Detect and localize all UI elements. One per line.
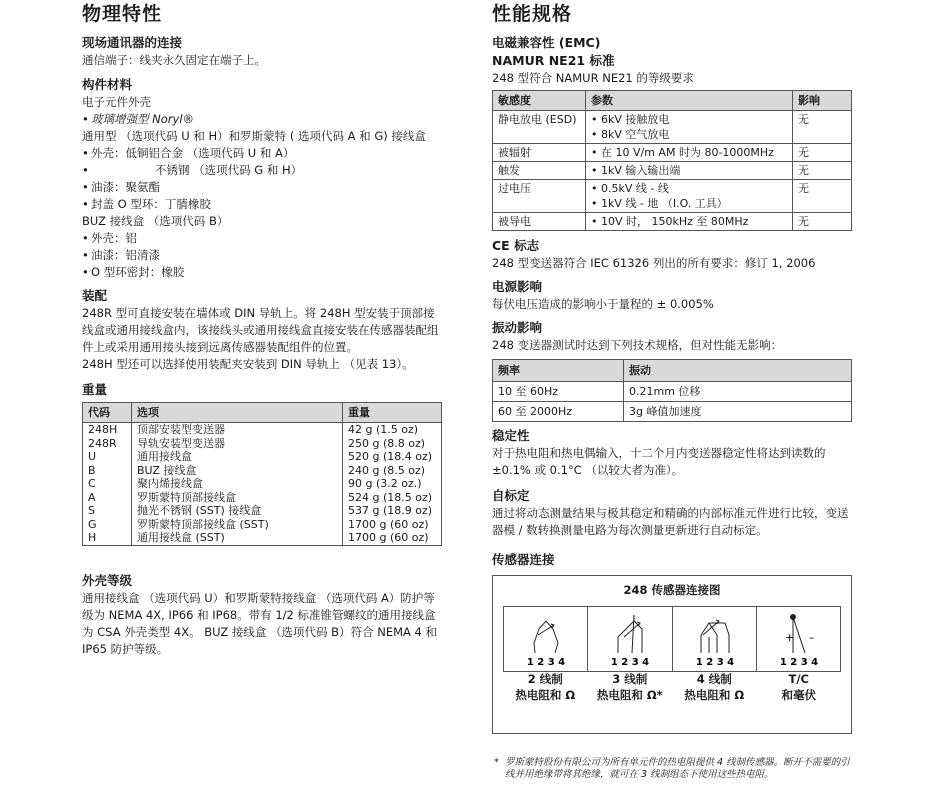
table-cell: A xyxy=(83,491,132,505)
list-item-continued xyxy=(82,162,442,179)
table-cell: 60 至 2000Hz xyxy=(493,402,624,422)
table-cell: 通用接线盒 (SST) xyxy=(132,531,343,545)
table-cell: 524 g (18.5 oz) xyxy=(343,491,442,505)
mounting-text-2: 248H 型还可以选择使用装配夹安装到 DIN 导轨上 （见表 13）。 xyxy=(82,357,414,371)
stainless-text: 不锈钢 （选项代码 G 和 H） xyxy=(155,163,303,177)
table-cell: H xyxy=(83,531,132,545)
table-row xyxy=(493,213,852,231)
materials-list-1 xyxy=(82,111,442,128)
materials-list-2 xyxy=(82,145,442,213)
physical-specs-column xyxy=(82,0,442,658)
heading-emc: 电磁兼容性 (EMC) xyxy=(492,35,601,50)
col-header-weight: 重量 xyxy=(343,403,442,423)
heading-materials: 构件材料 xyxy=(82,77,133,92)
list-item: • 油漆：铝清漆 xyxy=(82,247,442,264)
table-cell: 导轨安装型变送器 xyxy=(132,437,343,451)
list-item: • 玻璃增强型 Noryl® xyxy=(82,111,442,128)
effect-cell: 无 xyxy=(793,162,852,180)
list-item: • 1kV 输入输出端 xyxy=(591,163,787,178)
table-cell: 0.21mm 位移 xyxy=(624,382,852,402)
list-item: • 8kV 空气放电 xyxy=(591,127,787,142)
diagram-captions xyxy=(503,671,841,703)
col-header-frequency: 频率 xyxy=(493,360,624,382)
sensor-connection-diagram xyxy=(492,575,852,734)
vibration-table xyxy=(492,359,852,422)
rtd-2wire-icon xyxy=(504,607,588,671)
heading-enclosure: 外壳等级 xyxy=(82,572,133,588)
parameter-cell xyxy=(586,180,793,213)
caption-line: 4 线制 xyxy=(696,672,732,686)
emc-table-body xyxy=(493,111,852,231)
table-row xyxy=(83,491,442,505)
table-cell: 90 g (3.2 oz.) xyxy=(343,477,442,491)
table-cell: B xyxy=(83,464,132,478)
table-row xyxy=(83,518,442,532)
sensitivity-cell: 静电放电 (ESD) xyxy=(493,111,586,144)
footnote-star: * xyxy=(494,757,499,768)
enclosure-text: 通用接线盒 （选项代码 U）和罗斯蒙特接线盒 （选项代码 A）防护等级为 NEMA 4X, IP66 和 IP68。带有 1/2 标准锥管螺纹的通用接线盒为 CSA 外壳类型 4X。 BUZ 接线盒 （选项代码 B）符合 NEMA 4 和 IP65 防护等级。 xyxy=(82,590,438,656)
rtd-3wire-icon xyxy=(588,607,672,671)
self-calibration-text: 通过将动态测量结果与极其稳定和精确的内部标准元件进行比较，变送器模 / 数转换测量电路为每次测量更新进行自动标定。 xyxy=(492,506,849,537)
table-row xyxy=(493,162,852,180)
table-cell: S xyxy=(83,504,132,518)
table-cell: 42 g (1.5 oz) xyxy=(343,423,442,437)
list-item: • 在 10 V/m AM 时为 80-1000MHz xyxy=(591,145,787,160)
cell-4-wire xyxy=(673,607,757,671)
sensitivity-cell: 被导电 xyxy=(493,213,586,231)
table-cell: 248R xyxy=(83,437,132,451)
vibration-text: 248 变送器测试时达到下列技术规格，但对性能无影响： xyxy=(492,338,783,352)
table-cell: 240 g (8.5 oz) xyxy=(343,464,442,478)
terminal-numbers: 1 2 3 4 xyxy=(526,657,566,668)
col-header-sensitivity: 敏感度 xyxy=(493,91,586,111)
heading-comm-connection: 现场通讯器的连接 xyxy=(82,35,183,50)
table-row xyxy=(493,180,852,213)
caption-line: 3 线制 xyxy=(612,672,648,686)
emc-text: 248 型符合 NAMUR NE21 的等级要求 xyxy=(492,71,694,85)
materials-buz-box: BUZ 接线盒 （选项代码 B） xyxy=(82,214,229,228)
table-cell: U xyxy=(83,450,132,464)
table-row xyxy=(83,504,442,518)
list-item: • 油漆：聚氨酯 xyxy=(82,179,442,196)
table-cell: 通用接线盒 xyxy=(132,450,343,464)
table-cell: 1700 g (60 oz) xyxy=(343,518,442,532)
comm-connection-text: 通信端子：线夹永久固定在端子上。 xyxy=(82,53,266,67)
caption-3-wire xyxy=(588,671,673,703)
cell-thermocouple xyxy=(757,607,840,671)
table-cell: 3g 峰值加速度 xyxy=(624,402,852,422)
diagram-title: 248 传感器连接图 xyxy=(623,583,721,597)
table-row xyxy=(83,450,442,464)
list-item: • 外壳：低铜铝合金 （选项代码 U 和 A） xyxy=(82,145,442,162)
table-cell: 顶部安装型变送器 xyxy=(132,423,343,437)
sensitivity-cell: 过电压 xyxy=(493,180,586,213)
parameter-cell xyxy=(586,111,793,144)
caption-2-wire xyxy=(503,671,588,703)
table-cell: 520 g (18.4 oz) xyxy=(343,450,442,464)
table-cell: 250 g (8.8 oz) xyxy=(343,437,442,451)
table-cell: 聚内烯接线盒 xyxy=(132,477,343,491)
parameter-cell xyxy=(586,144,793,162)
caption-4-wire xyxy=(672,671,757,703)
heading-mounting: 装配 xyxy=(82,288,108,303)
stability-text: 对于热电阻和热电偶输入，十二个月内变送器稳定性将达到读数的 ±0.1% 或 0.1°C （以较大者为准）。 xyxy=(492,446,826,477)
heading-weight: 重量 xyxy=(82,382,108,397)
table-row xyxy=(83,531,442,545)
table-row xyxy=(493,382,852,402)
heading-self-calibration: 自标定 xyxy=(492,488,530,503)
sensitivity-cell: 被辐射 xyxy=(493,144,586,162)
heading-sensor-connection: 传感器连接 xyxy=(492,552,555,567)
table-cell: 537 g (18.9 oz) xyxy=(343,504,442,518)
sensitivity-cell: 触发 xyxy=(493,162,586,180)
terminal-numbers: 1 2 3 4 xyxy=(779,657,818,668)
list-item: • 10V 时， 150kHz 至 80MHz xyxy=(591,214,787,229)
table-cell: BUZ 接线盒 xyxy=(132,464,343,478)
table-cell: 248H xyxy=(83,423,132,437)
effect-cell: 无 xyxy=(793,180,852,213)
heading-ce: CE 标志 xyxy=(492,238,540,253)
diagram-cells xyxy=(503,606,841,672)
parameter-cell xyxy=(586,213,793,231)
emc-table xyxy=(492,90,852,231)
heading-stability: 稳定性 xyxy=(492,428,530,443)
effect-cell: 无 xyxy=(793,144,852,162)
section-title-physical: 物理特性 xyxy=(82,3,163,25)
table-row xyxy=(493,111,852,144)
rtd-4wire-icon xyxy=(673,607,757,671)
caption-line: 和毫伏 xyxy=(781,688,816,702)
caption-line: 热电阻和 Ω* xyxy=(596,688,663,702)
caption-line: 热电阻和 Ω xyxy=(515,688,576,702)
terminal-numbers: 1 2 3 4 xyxy=(695,657,734,668)
heading-vibration: 振动影响 xyxy=(492,320,543,335)
effect-cell: 无 xyxy=(793,111,852,144)
materials-list-3 xyxy=(82,230,442,281)
list-item: • 1kV 线 - 地 （I.O. 工具） xyxy=(591,196,787,211)
table-row xyxy=(83,437,442,451)
mounting-text-1: 248R 型可直接安装在墙体或 DIN 导轨上。将 248H 型安装于顶部接线盒或通用接线盒内，该接线头或通用接线盒直接安装在传感器装配组件上或采用通用接头接到远离传感器装配组件的位置。 xyxy=(82,306,439,354)
vibration-table-body xyxy=(493,382,852,422)
ce-text: 248 型变送器符合 IEC 61326 列出的所有要求：修订 1, 2006 xyxy=(492,256,816,270)
weight-table-body xyxy=(83,423,442,546)
heading-power-effect: 电源影响 xyxy=(492,279,543,294)
heading-namur: NAMUR NE21 标准 xyxy=(492,53,615,68)
list-item: • 外壳：铝 xyxy=(82,230,442,247)
table-row xyxy=(493,402,852,422)
parameter-cell xyxy=(586,162,793,180)
power-effect-text: 每伏电压造成的影响小于量程的 ± 0.005% xyxy=(492,297,714,311)
caption-line: 2 线制 xyxy=(527,672,563,686)
table-row xyxy=(83,477,442,491)
materials-electronics-housing: 电子元件外壳 xyxy=(82,95,151,109)
table-cell: 罗斯蒙特顶部接线盒 (SST) xyxy=(132,518,343,532)
col-header-code: 代码 xyxy=(83,403,132,423)
table-cell: 抛光不锈钢 (SST) 接线盒 xyxy=(132,504,343,518)
col-header-option: 选项 xyxy=(132,403,343,423)
effect-cell: 无 xyxy=(793,213,852,231)
col-header-vibration: 振动 xyxy=(624,360,852,382)
table-cell: 10 至 60Hz xyxy=(493,382,624,402)
caption-thermocouple xyxy=(757,671,842,703)
table-row xyxy=(83,464,442,478)
col-header-parameter: 参数 xyxy=(586,91,793,111)
table-cell: C xyxy=(83,477,132,491)
table-row xyxy=(493,144,852,162)
terminal-numbers: 1 2 3 4 xyxy=(611,657,650,668)
list-item: • 6kV 接触放电 xyxy=(591,112,787,127)
col-header-effect: 影响 xyxy=(793,91,852,111)
caption-line: 热电阻和 Ω xyxy=(684,688,745,702)
footnote-text: 罗斯蒙特股份有限公司为所有单元件的热电阻提供 4 线制传感器。断开不需要的引线并用绝缘带将其绝缘，就可在 3 线制组态下使用这些热电阻。 xyxy=(505,757,850,780)
table-cell: 1700 g (60 oz) xyxy=(343,531,442,545)
caption-line: T/C xyxy=(788,672,809,686)
thermocouple-icon xyxy=(757,607,841,671)
cell-2-wire xyxy=(504,607,588,671)
list-item: • O 型环密封：橡胶 xyxy=(82,264,442,281)
cell-3-wire xyxy=(588,607,672,671)
materials-junction-box: 通用型 （选项代码 U 和 H）和罗斯蒙特 ( 选项代码 A 和 G) 接线盒 xyxy=(82,129,426,143)
footnote xyxy=(494,757,850,781)
plus-sign: + xyxy=(784,631,794,644)
table-row xyxy=(83,423,442,437)
table-cell: G xyxy=(83,518,132,532)
weight-table xyxy=(82,402,442,546)
section-title-performance: 性能规格 xyxy=(492,3,573,25)
list-item: • 0.5kV 线 - 线 xyxy=(591,181,787,196)
performance-specs-column xyxy=(492,0,852,734)
list-item: • 封盖 O 型环：丁腈橡胶 xyxy=(82,196,442,213)
table-cell: 罗斯蒙特顶部接线盒 xyxy=(132,491,343,505)
minus-sign: – xyxy=(808,631,815,644)
